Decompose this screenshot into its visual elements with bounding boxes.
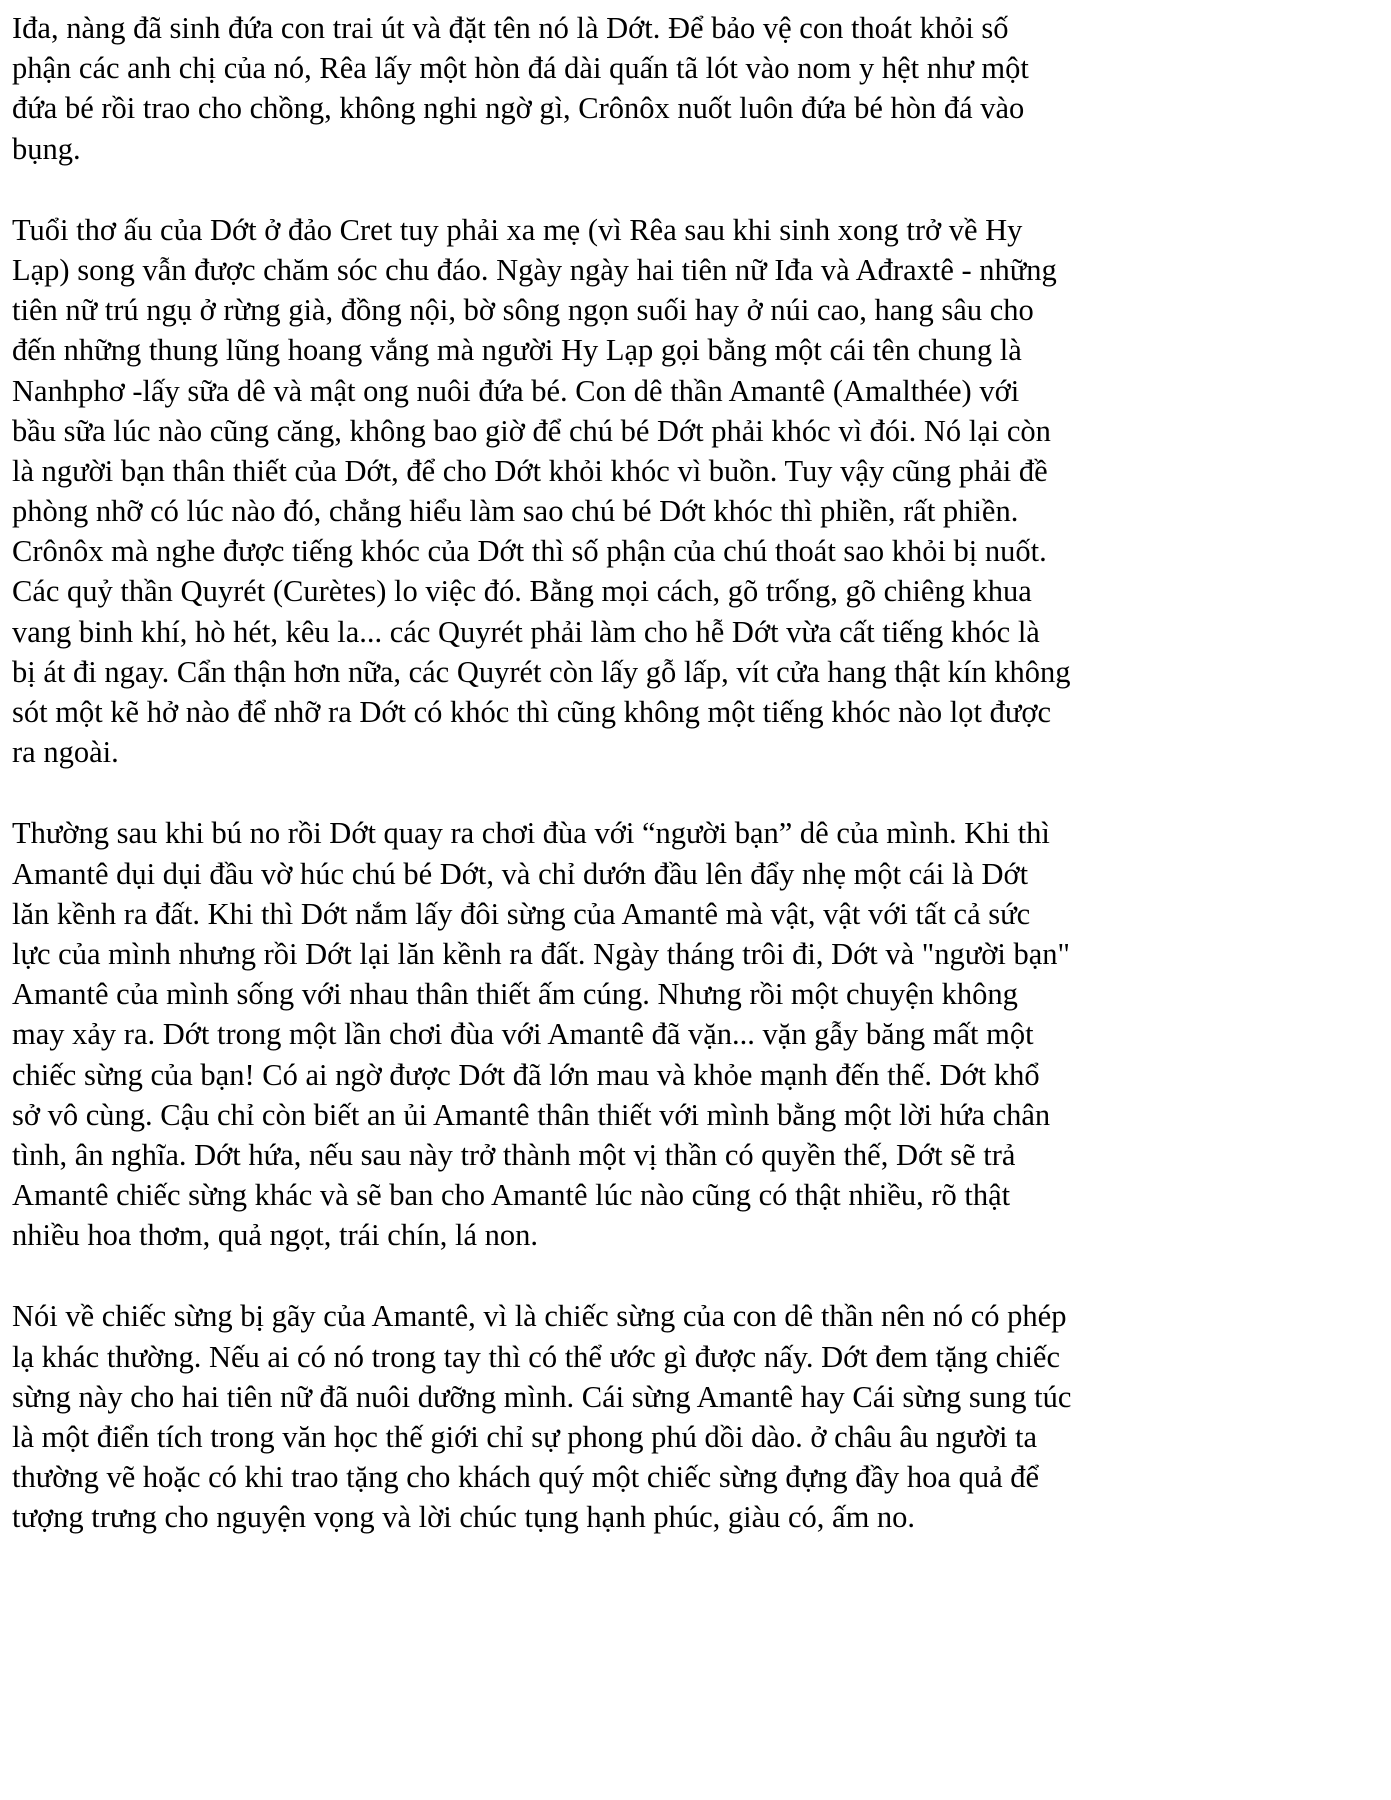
text-line: phòng nhỡ có lúc nào đó, chẳng hiểu làm sao chú bé Dớt khóc thì phiền, rất phiền.: [12, 494, 1019, 529]
text-line: Crônôx mà nghe được tiếng khóc của Dớt thì số phận của chú thoát sao khỏi bị nuốt.: [12, 534, 1047, 569]
text-line: Thường sau khi bú no rồi Dớt quay ra chơi đùa với “người bạn” dê của mình. Khi thì: [12, 816, 1050, 851]
text-line: Tuổi thơ ấu của Dớt ở đảo Cret tuy phải xa mẹ (vì Rêa sau khi sinh xong trở về Hy: [12, 212, 1023, 247]
text-line: ra ngoài.: [12, 735, 119, 770]
text-line: Iđa, nàng đã sinh đứa con trai út và đặt tên nó là Dớt. Để bảo vệ con thoát khỏi số: [12, 11, 1009, 45]
text-line: phận các anh chị của nó, Rêa lấy một hòn đá dài quấn tã lót vào nom y hệt như một: [12, 51, 1029, 86]
text-line: Các quỷ thần Quyrét (Curètes) lo việc đó. Bằng mọi cách, gõ trống, gõ chiêng khua: [12, 574, 1032, 609]
text-line: là người bạn thân thiết của Dớt, để cho Dớt khỏi khóc vì buồn. Tuy vậy cũng phải đề: [12, 453, 1048, 488]
text-line: Nanhphơ -lấy sữa dê và mật ong nuôi đứa bé. Con dê thần Amantê (Amalthée) với: [12, 373, 1020, 408]
text-line: Lạp) song vẫn được chăm sóc chu đáo. Ngày ngày hai tiên nữ Iđa và Ađraxtê - những: [12, 252, 1057, 287]
text-line: chiếc sừng của bạn! Có ai ngờ được Dớt đã lớn mau và khỏe mạnh đến thế. Dớt khổ: [12, 1057, 1040, 1092]
document-page: [12, 8, 1387, 1579]
text-line: sót một kẽ hở nào để nhỡ ra Dớt có khóc thì cũng không một tiếng khóc nào lọt được: [12, 695, 1052, 729]
text-line: lực của mình nhưng rồi Dớt lại lăn kềnh ra đất. Ngày tháng trôi đi, Dớt và "người bạn": [12, 936, 1070, 971]
text-line: Amantê dụi dụi đầu vờ húc chú bé Dớt, và chỉ dướn đầu lên đẩy nhẹ một cái là Dớt: [12, 856, 1029, 891]
text-line: sừng này cho hai tiên nữ đã nuôi dưỡng mình. Cái sừng Amantê hay Cái sừng sung túc: [12, 1379, 1072, 1414]
text-line: tượng trưng cho nguyện vọng và lời chúc tụng hạnh phúc, giàu có, ấm no.: [12, 1500, 916, 1535]
text-line: tình, ân nghĩa. Dớt hứa, nếu sau này trở thành một vị thần có quyền thế, Dớt sẽ trả: [12, 1137, 1016, 1172]
text-line: tiên nữ trú ngụ ở rừng già, đồng nội, bờ sông ngọn suối hay ở núi cao, hang sâu cho: [12, 293, 1034, 328]
text-line: là một điển tích trong văn học thế giới chỉ sự phong phú dồi dào. ở châu âu người ta: [12, 1420, 1038, 1454]
text-line: lăn kềnh ra đất. Khi thì Dớt nắm lấy đôi sừng của Amantê mà vật, vật với tất cả sức: [12, 896, 1031, 931]
text-line: nhiều hoa thơm, quả ngọt, trái chín, lá non.: [12, 1218, 539, 1253]
text-line: lạ khác thường. Nếu ai có nó trong tay thì có thể ước gì được nấy. Dớt đem tặng chiếc: [12, 1339, 1061, 1374]
paragraph-2: [12, 210, 1387, 773]
text-line: Amantê chiếc sừng khác và sẽ ban cho Amantê lúc nào cũng có thật nhiều, rõ thật: [12, 1178, 1011, 1213]
text-line: thường vẽ hoặc có khi trao tặng cho khách quý một chiếc sừng đựng đầy hoa quả để: [12, 1460, 1040, 1495]
text-line: bầu sữa lúc nào cũng căng, không bao giờ để chú bé Dớt phải khóc vì đói. Nó lại còn: [12, 413, 1051, 448]
text-line: Nói về chiếc sừng bị gãy của Amantê, vì là chiếc sừng của con dê thần nên nó có phép: [12, 1299, 1067, 1334]
text-line: đứa bé rồi trao cho chồng, không nghi ngờ gì, Crônôx nuốt luôn đứa bé hòn đá vào: [12, 91, 1025, 126]
text-line: Amantê của mình sống với nhau thân thiết ấm cúng. Nhưng rồi một chuyện không: [12, 977, 1018, 1012]
text-line: vang binh khí, hò hét, kêu la... các Quyrét phải làm cho hễ Dớt vừa cất tiếng khóc là: [12, 614, 1040, 649]
text-line: sở vô cùng. Cậu chỉ còn biết an ủi Amantê thân thiết với mình bằng một lời hứa chân: [12, 1097, 1051, 1132]
paragraph-4: [12, 1296, 1387, 1537]
text-line: may xảy ra. Dớt trong một lần chơi đùa với Amantê đã vặn... vặn gẫy băng mất một: [12, 1017, 1034, 1052]
text-line: đến những thung lũng hoang vắng mà người Hy Lạp gọi bằng một cái tên chung là: [12, 333, 1022, 368]
text-line: bị át đi ngay. Cẩn thận hơn nữa, các Quyrét còn lấy gỗ lấp, vít cửa hang thật kín không: [12, 654, 1071, 689]
paragraph-1: [12, 8, 1387, 169]
text-line: bụng.: [12, 131, 81, 166]
paragraph-3: [12, 813, 1387, 1255]
